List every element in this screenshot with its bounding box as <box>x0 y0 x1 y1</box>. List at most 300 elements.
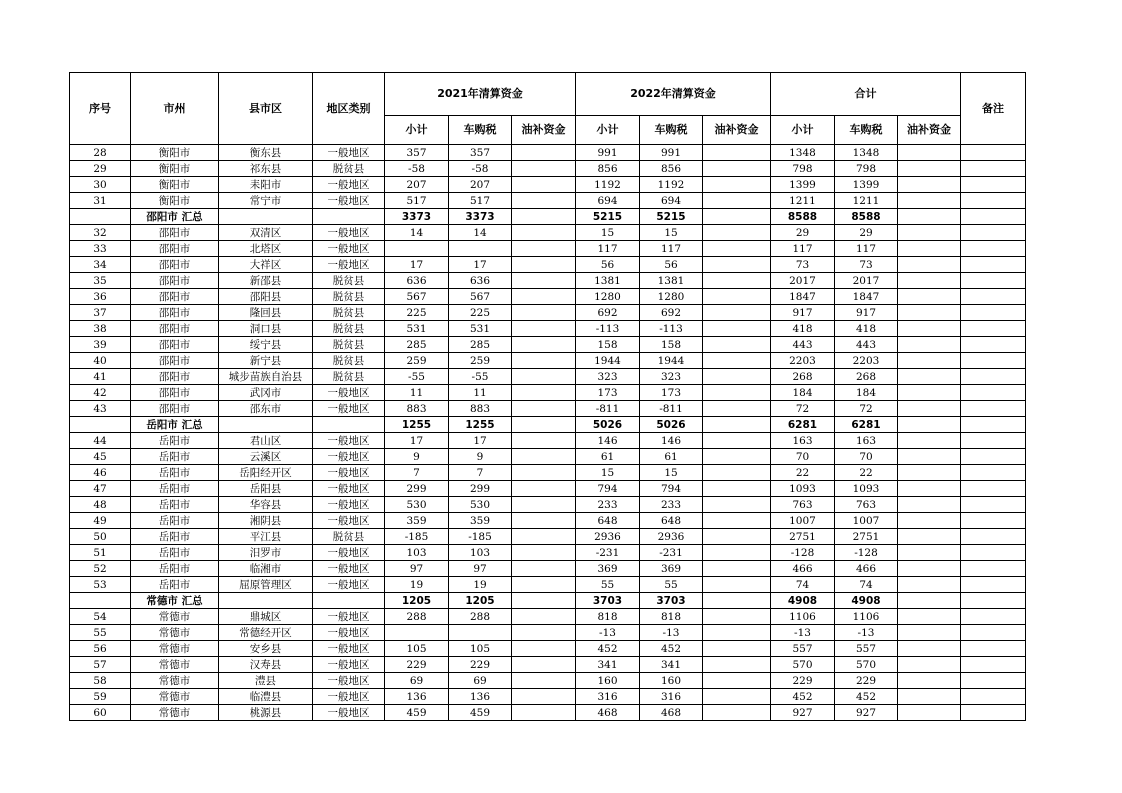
cell-city: 常德市 <box>131 673 219 689</box>
cell-total-oil <box>898 657 961 673</box>
cell-2021-tax <box>449 241 512 257</box>
cell-2021-tax <box>449 625 512 641</box>
cell-total-oil <box>898 465 961 481</box>
cell-2021-subtotal: 259 <box>385 353 449 369</box>
cell-seq: 43 <box>70 401 131 417</box>
cell-county: 安乡县 <box>219 641 313 657</box>
cell-city: 邵阳市 <box>131 241 219 257</box>
cell-total-subtotal: 466 <box>771 561 835 577</box>
cell-area-type: 一般地区 <box>313 481 385 497</box>
cell-note <box>961 225 1026 241</box>
cell-total-oil <box>898 545 961 561</box>
cell-2021-oil <box>512 529 576 545</box>
cell-total-tax: 443 <box>835 337 898 353</box>
cell-total-tax: 418 <box>835 321 898 337</box>
cell-city: 常德市 <box>131 689 219 705</box>
cell-2022-oil <box>703 657 771 673</box>
cell-seq: 53 <box>70 577 131 593</box>
cell-2022-tax: 160 <box>640 673 703 689</box>
cell-seq: 52 <box>70 561 131 577</box>
cell-2021-tax: 359 <box>449 513 512 529</box>
cell-2022-subtotal: -13 <box>576 625 640 641</box>
cell-2022-subtotal: 15 <box>576 225 640 241</box>
cell-seq: 35 <box>70 273 131 289</box>
cell-2022-oil <box>703 289 771 305</box>
cell-county: 北塔区 <box>219 241 313 257</box>
header-2022-funds: 2022年清算资金 <box>576 73 771 116</box>
cell-2022-tax: 55 <box>640 577 703 593</box>
cell-2022-subtotal: 369 <box>576 561 640 577</box>
table-body <box>70 145 1026 721</box>
cell-2022-oil <box>703 673 771 689</box>
cell-2022-tax: 856 <box>640 161 703 177</box>
cell-total-subtotal: 6281 <box>771 417 835 433</box>
cell-2021-oil <box>512 209 576 225</box>
cell-2022-oil <box>703 369 771 385</box>
cell-city: 衡阳市 <box>131 161 219 177</box>
cell-total-tax: 22 <box>835 465 898 481</box>
table-row <box>70 225 1026 241</box>
cell-total-tax: 117 <box>835 241 898 257</box>
cell-2021-oil <box>512 481 576 497</box>
cell-total-oil <box>898 449 961 465</box>
cell-2022-oil <box>703 433 771 449</box>
cell-total-subtotal: 4908 <box>771 593 835 609</box>
cell-seq: 50 <box>70 529 131 545</box>
cell-2021-subtotal: 459 <box>385 705 449 721</box>
cell-2022-tax: 794 <box>640 481 703 497</box>
cell-2021-subtotal: -185 <box>385 529 449 545</box>
cell-2021-subtotal: 636 <box>385 273 449 289</box>
cell-county: 云溪区 <box>219 449 313 465</box>
cell-county: 汨罗市 <box>219 545 313 561</box>
cell-total-oil <box>898 481 961 497</box>
cell-2021-oil <box>512 577 576 593</box>
table-row <box>70 257 1026 273</box>
cell-county: 岳阳县 <box>219 481 313 497</box>
table-row <box>70 161 1026 177</box>
cell-2021-oil <box>512 385 576 401</box>
cell-total-subtotal: 29 <box>771 225 835 241</box>
cell-2022-oil <box>703 161 771 177</box>
cell-2021-tax: 19 <box>449 577 512 593</box>
cell-2021-subtotal: 531 <box>385 321 449 337</box>
cell-2022-oil <box>703 513 771 529</box>
cell-total-subtotal: 557 <box>771 641 835 657</box>
cell-2022-oil <box>703 177 771 193</box>
cell-total-tax: 1007 <box>835 513 898 529</box>
cell-2022-tax: 369 <box>640 561 703 577</box>
cell-area-type <box>313 593 385 609</box>
cell-2022-tax: 233 <box>640 497 703 513</box>
cell-2021-tax: -185 <box>449 529 512 545</box>
cell-2021-oil <box>512 417 576 433</box>
cell-note <box>961 161 1026 177</box>
cell-county: 临湘市 <box>219 561 313 577</box>
cell-total-oil <box>898 689 961 705</box>
cell-2021-oil <box>512 177 576 193</box>
cell-total-oil <box>898 385 961 401</box>
cell-2022-tax: 56 <box>640 257 703 273</box>
cell-seq: 44 <box>70 433 131 449</box>
cell-area-type <box>313 209 385 225</box>
cell-2022-tax: -13 <box>640 625 703 641</box>
cell-seq: 28 <box>70 145 131 161</box>
cell-total-oil <box>898 401 961 417</box>
cell-total-oil <box>898 497 961 513</box>
cell-2022-subtotal: 468 <box>576 705 640 721</box>
table-row <box>70 177 1026 193</box>
cell-2021-subtotal: 136 <box>385 689 449 705</box>
cell-2021-tax: 136 <box>449 689 512 705</box>
cell-total-tax: 1211 <box>835 193 898 209</box>
header-2022-tax: 车购税 <box>640 116 703 145</box>
cell-note <box>961 289 1026 305</box>
cell-county: 华容县 <box>219 497 313 513</box>
cell-total-tax: 1348 <box>835 145 898 161</box>
cell-total-oil <box>898 513 961 529</box>
cell-seq: 32 <box>70 225 131 241</box>
cell-note <box>961 193 1026 209</box>
cell-2022-tax: 2936 <box>640 529 703 545</box>
cell-2022-oil <box>703 305 771 321</box>
cell-2022-subtotal: 692 <box>576 305 640 321</box>
cell-2021-tax: 105 <box>449 641 512 657</box>
cell-city: 岳阳市 汇总 <box>131 417 219 433</box>
cell-total-tax: 1106 <box>835 609 898 625</box>
cell-total-subtotal: 917 <box>771 305 835 321</box>
cell-2021-subtotal: -58 <box>385 161 449 177</box>
cell-area-type: 一般地区 <box>313 497 385 513</box>
header-city: 市州 <box>131 73 219 145</box>
cell-2021-subtotal: 14 <box>385 225 449 241</box>
table-row <box>70 705 1026 721</box>
cell-county: 洞口县 <box>219 321 313 337</box>
cell-total-subtotal: 1348 <box>771 145 835 161</box>
cell-area-type: 脱贫县 <box>313 161 385 177</box>
cell-note <box>961 577 1026 593</box>
cell-county: 大祥区 <box>219 257 313 273</box>
cell-total-oil <box>898 193 961 209</box>
table-row <box>70 673 1026 689</box>
cell-2021-oil <box>512 241 576 257</box>
cell-total-oil <box>898 289 961 305</box>
cell-total-tax: 229 <box>835 673 898 689</box>
cell-total-oil <box>898 209 961 225</box>
cell-total-subtotal: 8588 <box>771 209 835 225</box>
cell-2022-oil <box>703 353 771 369</box>
cell-2022-oil <box>703 529 771 545</box>
cell-2022-tax: -231 <box>640 545 703 561</box>
cell-2021-tax: 299 <box>449 481 512 497</box>
cell-2021-oil <box>512 273 576 289</box>
cell-total-subtotal: 1211 <box>771 193 835 209</box>
cell-2022-tax: 15 <box>640 465 703 481</box>
cell-2022-oil <box>703 321 771 337</box>
cell-area-type: 一般地区 <box>313 705 385 721</box>
cell-2022-tax: 3703 <box>640 593 703 609</box>
cell-seq: 41 <box>70 369 131 385</box>
cell-2022-tax: 452 <box>640 641 703 657</box>
cell-total-oil <box>898 529 961 545</box>
cell-total-oil <box>898 161 961 177</box>
cell-2022-oil <box>703 481 771 497</box>
table-row <box>70 273 1026 289</box>
cell-2021-subtotal: 7 <box>385 465 449 481</box>
header-2022-oil: 油补资金 <box>703 116 771 145</box>
cell-note <box>961 305 1026 321</box>
cell-2021-subtotal: 567 <box>385 289 449 305</box>
cell-area-type: 脱贫县 <box>313 353 385 369</box>
cell-seq: 29 <box>70 161 131 177</box>
cell-seq: 38 <box>70 321 131 337</box>
cell-total-oil <box>898 369 961 385</box>
cell-seq: 60 <box>70 705 131 721</box>
table-row <box>70 545 1026 561</box>
cell-area-type: 一般地区 <box>313 673 385 689</box>
cell-2022-oil <box>703 625 771 641</box>
cell-seq: 49 <box>70 513 131 529</box>
cell-note <box>961 257 1026 273</box>
cell-total-subtotal: 443 <box>771 337 835 353</box>
cell-seq: 31 <box>70 193 131 209</box>
cell-total-tax: 8588 <box>835 209 898 225</box>
cell-total-subtotal: 798 <box>771 161 835 177</box>
cell-2022-subtotal: 146 <box>576 433 640 449</box>
cell-area-type: 一般地区 <box>313 177 385 193</box>
cell-note <box>961 641 1026 657</box>
cell-area-type: 脱贫县 <box>313 529 385 545</box>
cell-2022-subtotal: 173 <box>576 385 640 401</box>
cell-total-oil <box>898 577 961 593</box>
cell-2022-tax: -113 <box>640 321 703 337</box>
cell-2021-tax: 97 <box>449 561 512 577</box>
cell-city: 常德市 <box>131 705 219 721</box>
cell-note <box>961 497 1026 513</box>
cell-2022-subtotal: 3703 <box>576 593 640 609</box>
cell-area-type: 一般地区 <box>313 241 385 257</box>
cell-2021-oil <box>512 353 576 369</box>
cell-county: 平江县 <box>219 529 313 545</box>
cell-note <box>961 449 1026 465</box>
cell-2022-oil <box>703 593 771 609</box>
header-county: 县市区 <box>219 73 313 145</box>
table-row <box>70 145 1026 161</box>
cell-2021-oil <box>512 513 576 529</box>
cell-2021-oil <box>512 401 576 417</box>
table-row <box>70 513 1026 529</box>
cell-2022-tax: 648 <box>640 513 703 529</box>
cell-2021-oil <box>512 705 576 721</box>
cell-2021-tax: 103 <box>449 545 512 561</box>
cell-2021-tax: 883 <box>449 401 512 417</box>
cell-2022-oil <box>703 449 771 465</box>
cell-total-subtotal: 184 <box>771 385 835 401</box>
header-total: 合计 <box>771 73 961 116</box>
cell-2021-oil <box>512 641 576 657</box>
cell-2022-oil <box>703 417 771 433</box>
cell-city: 衡阳市 <box>131 145 219 161</box>
cell-2022-subtotal: -231 <box>576 545 640 561</box>
cell-2022-tax: 341 <box>640 657 703 673</box>
cell-total-tax: -13 <box>835 625 898 641</box>
cell-city: 常德市 <box>131 609 219 625</box>
cell-2022-tax: 692 <box>640 305 703 321</box>
cell-2021-subtotal: 19 <box>385 577 449 593</box>
cell-2021-oil <box>512 257 576 273</box>
cell-note <box>961 465 1026 481</box>
cell-total-oil <box>898 609 961 625</box>
cell-2022-subtotal: 2936 <box>576 529 640 545</box>
cell-2022-oil <box>703 145 771 161</box>
cell-city: 邵阳市 <box>131 225 219 241</box>
cell-county <box>219 593 313 609</box>
cell-2021-subtotal: 229 <box>385 657 449 673</box>
cell-2021-subtotal: 103 <box>385 545 449 561</box>
cell-county: 屈原管理区 <box>219 577 313 593</box>
cell-2021-oil <box>512 161 576 177</box>
cell-county: 新宁县 <box>219 353 313 369</box>
cell-2021-oil <box>512 193 576 209</box>
cell-2022-tax: 61 <box>640 449 703 465</box>
cell-total-subtotal: 163 <box>771 433 835 449</box>
cell-total-oil <box>898 273 961 289</box>
cell-2021-tax: 229 <box>449 657 512 673</box>
cell-note <box>961 417 1026 433</box>
cell-total-oil <box>898 433 961 449</box>
cell-city: 岳阳市 <box>131 529 219 545</box>
cell-note <box>961 529 1026 545</box>
cell-2021-oil <box>512 289 576 305</box>
cell-note <box>961 353 1026 369</box>
cell-total-oil <box>898 177 961 193</box>
cell-note <box>961 593 1026 609</box>
cell-total-subtotal: 70 <box>771 449 835 465</box>
cell-2022-subtotal: 1192 <box>576 177 640 193</box>
cell-area-type: 一般地区 <box>313 625 385 641</box>
cell-2022-oil <box>703 609 771 625</box>
cell-county: 临澧县 <box>219 689 313 705</box>
cell-2021-tax: 459 <box>449 705 512 721</box>
cell-2022-oil <box>703 225 771 241</box>
cell-2021-subtotal: 517 <box>385 193 449 209</box>
cell-note <box>961 625 1026 641</box>
cell-total-oil <box>898 305 961 321</box>
cell-seq: 40 <box>70 353 131 369</box>
cell-2021-oil <box>512 657 576 673</box>
cell-seq: 51 <box>70 545 131 561</box>
cell-2021-tax: 17 <box>449 257 512 273</box>
cell-total-tax: 927 <box>835 705 898 721</box>
cell-2022-subtotal: 117 <box>576 241 640 257</box>
cell-2022-subtotal: 233 <box>576 497 640 513</box>
table-row <box>70 449 1026 465</box>
cell-total-tax: 917 <box>835 305 898 321</box>
funds-table <box>69 72 1026 721</box>
cell-2022-subtotal: 158 <box>576 337 640 353</box>
cell-city: 邵阳市 <box>131 257 219 273</box>
cell-2022-oil <box>703 465 771 481</box>
cell-2022-subtotal: 1381 <box>576 273 640 289</box>
cell-city: 邵阳市 <box>131 401 219 417</box>
table-row <box>70 497 1026 513</box>
table-row <box>70 481 1026 497</box>
cell-2021-tax: 3373 <box>449 209 512 225</box>
cell-2021-oil <box>512 689 576 705</box>
cell-note <box>961 545 1026 561</box>
cell-2021-subtotal: 1255 <box>385 417 449 433</box>
cell-county: 武冈市 <box>219 385 313 401</box>
cell-note <box>961 369 1026 385</box>
cell-2021-subtotal: 288 <box>385 609 449 625</box>
cell-area-type: 一般地区 <box>313 401 385 417</box>
cell-2021-oil <box>512 145 576 161</box>
cell-2021-subtotal: 883 <box>385 401 449 417</box>
cell-2022-oil <box>703 337 771 353</box>
cell-note <box>961 481 1026 497</box>
cell-county: 常德经开区 <box>219 625 313 641</box>
cell-2022-subtotal: 61 <box>576 449 640 465</box>
table-row <box>70 465 1026 481</box>
cell-seq <box>70 593 131 609</box>
cell-note <box>961 337 1026 353</box>
cell-2022-oil <box>703 257 771 273</box>
cell-total-subtotal: 1093 <box>771 481 835 497</box>
cell-city: 岳阳市 <box>131 545 219 561</box>
cell-2022-subtotal: 452 <box>576 641 640 657</box>
cell-note <box>961 321 1026 337</box>
cell-total-tax: 184 <box>835 385 898 401</box>
cell-2022-tax: 15 <box>640 225 703 241</box>
cell-2022-tax: -811 <box>640 401 703 417</box>
cell-seq: 45 <box>70 449 131 465</box>
cell-area-type: 脱贫县 <box>313 321 385 337</box>
summary-row <box>70 593 1026 609</box>
cell-2022-oil <box>703 497 771 513</box>
cell-2021-oil <box>512 433 576 449</box>
cell-note <box>961 145 1026 161</box>
cell-area-type: 脱贫县 <box>313 305 385 321</box>
cell-2021-oil <box>512 545 576 561</box>
cell-total-tax: 163 <box>835 433 898 449</box>
cell-2021-oil <box>512 673 576 689</box>
cell-city: 邵阳市 <box>131 353 219 369</box>
summary-row <box>70 417 1026 433</box>
cell-total-tax: 73 <box>835 257 898 273</box>
cell-total-tax: 1847 <box>835 289 898 305</box>
cell-total-oil <box>898 561 961 577</box>
cell-2021-oil <box>512 449 576 465</box>
cell-2021-subtotal: 285 <box>385 337 449 353</box>
cell-total-oil <box>898 641 961 657</box>
cell-2021-tax: 288 <box>449 609 512 625</box>
cell-2022-oil <box>703 705 771 721</box>
cell-2022-subtotal: 316 <box>576 689 640 705</box>
cell-city: 岳阳市 <box>131 497 219 513</box>
header-area-type: 地区类别 <box>313 73 385 145</box>
cell-total-subtotal: 74 <box>771 577 835 593</box>
table-row <box>70 641 1026 657</box>
cell-2022-tax: 1280 <box>640 289 703 305</box>
cell-2021-oil <box>512 497 576 513</box>
cell-2021-tax: 285 <box>449 337 512 353</box>
header-2021-tax: 车购税 <box>449 116 512 145</box>
cell-2021-oil <box>512 609 576 625</box>
cell-area-type: 一般地区 <box>313 465 385 481</box>
cell-2022-oil <box>703 273 771 289</box>
cell-county: 双清区 <box>219 225 313 241</box>
cell-2022-tax: 158 <box>640 337 703 353</box>
